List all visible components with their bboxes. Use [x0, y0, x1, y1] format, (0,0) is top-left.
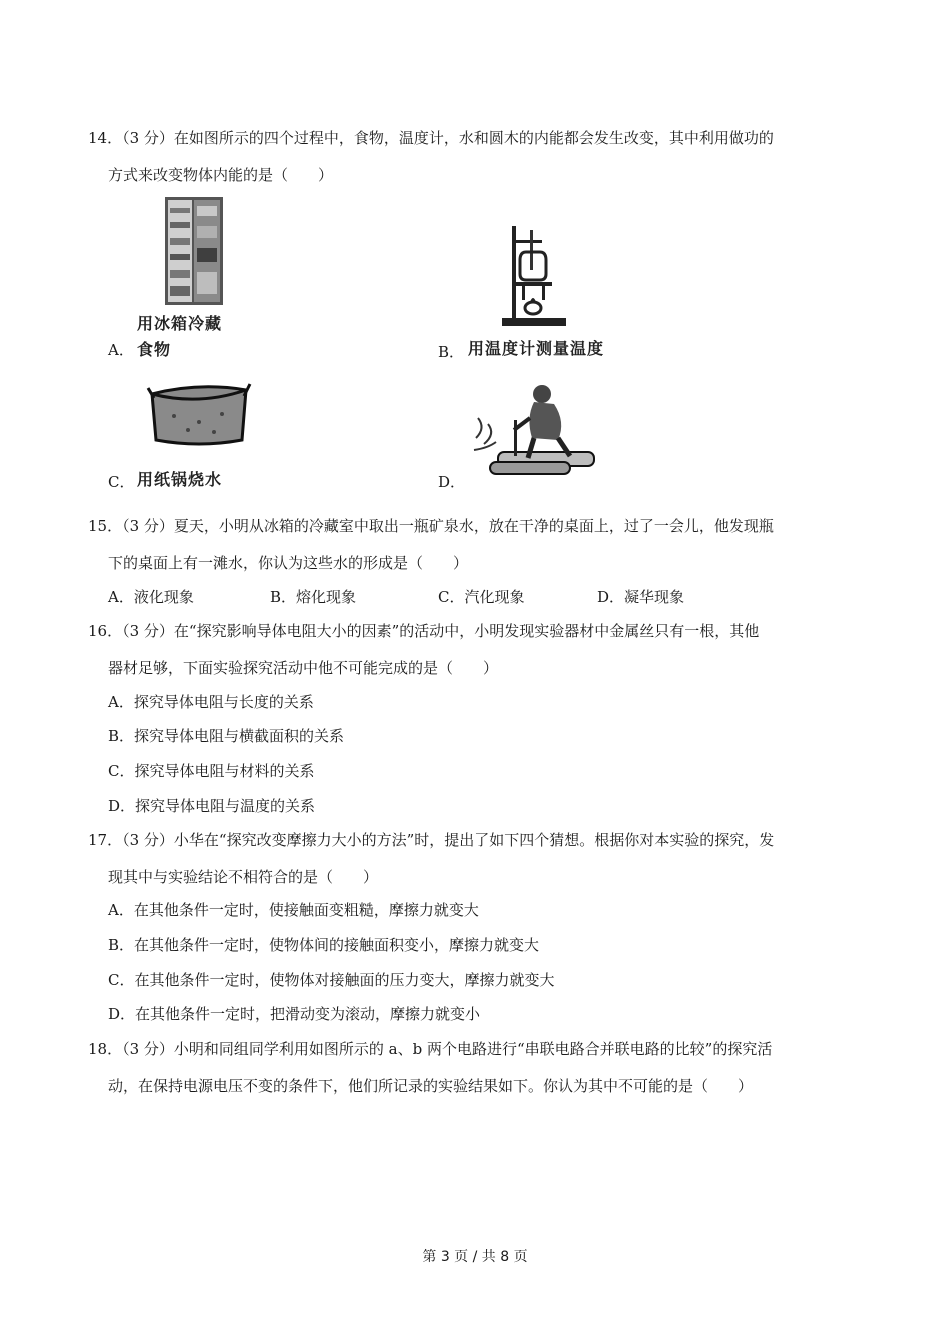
option-a-caption-line2: 食物	[137, 340, 172, 359]
q16-stem-line2: 器材足够，下面实验探究活动中他不可能完成的是（ ）	[108, 659, 499, 677]
q18-stem-line2: 动，在保持电源电压不变的条件下，他们所记录的实验结果如下。你认为其中不可能的是（ ）	[108, 1077, 754, 1095]
q17-option-c: C．在其他条件一定时，使物体对接触面的压力变大，摩擦力就变大	[108, 971, 555, 989]
page-footer: 第 3 页 / 共 8 页	[422, 1249, 528, 1265]
wood-drilling-image	[470, 378, 600, 480]
q16-option-b: B．探究导体电阻与横截面积的关系	[108, 727, 345, 745]
option-d-label: D．	[438, 473, 466, 491]
q17-option-b: B．在其他条件一定时，使物体间的接触面积变小，摩擦力就变大	[108, 936, 540, 954]
q15-option-b: B．熔化现象	[270, 588, 357, 606]
q16-option-d: D．探究导体电阻与温度的关系	[108, 797, 316, 815]
q15-option-a: A．液化现象	[108, 588, 194, 606]
q15-stem-line2: 下的桌面上有一滩水，你认为这些水的形成是（ ）	[108, 554, 469, 572]
q15-stem-line1: 15．（3 分）夏天，小明从冰箱的冷藏室中取出一瓶矿泉水，放在干净的桌面上，过了一会儿，他发现瓶	[88, 517, 774, 535]
q16-option-c: C．探究导体电阻与材料的关系	[108, 762, 315, 780]
q15-option-d: D．凝华现象	[597, 588, 685, 606]
q14-stem-line1: 14．（3 分）在如图所示的四个过程中，食物，温度计，水和圆木的内能都会发生改变，其中利用做功的	[88, 129, 774, 147]
option-b-caption: 用温度计测量温度	[468, 339, 605, 358]
paper-pot-image	[144, 380, 254, 450]
fridge-image	[164, 196, 224, 306]
q16-option-a: A．探究导体电阻与长度的关系	[108, 693, 314, 711]
option-c-label: C．	[108, 473, 135, 491]
option-a-label: A．	[108, 341, 134, 359]
option-a-caption-line1: 用冰箱冷藏	[137, 314, 223, 333]
q16-stem-line1: 16．（3 分）在“探究影响导体电阻大小的因素”的活动中，小明发现实验器材中金属丝只有一根，其他	[88, 622, 760, 640]
q14-stem-line2: 方式来改变物体内能的是（ ）	[108, 166, 334, 184]
q17-option-a: A．在其他条件一定时，使接触面变粗糙，摩擦力就变大	[108, 901, 479, 919]
q17-stem-line2: 现其中与实验结论不相符合的是（ ）	[108, 868, 379, 886]
q15-option-c: C．汽化现象	[438, 588, 525, 606]
option-c-caption: 用纸锅烧水	[137, 470, 223, 489]
thermometer-stand-image	[498, 222, 570, 330]
q17-stem-line1: 17．（3 分）小华在“探究改变摩擦力大小的方法”时，提出了如下四个猜想。根据你对本实验的探究，发	[88, 831, 775, 849]
q18-stem-line1: 18．（3 分）小明和同组同学利用如图所示的 a、b 两个电路进行“串联电路合并联电路的比较”的探究活	[88, 1040, 773, 1058]
q17-option-d: D．在其他条件一定时，把滑动变为滚动，摩擦力就变小	[108, 1005, 481, 1023]
option-b-label: B．	[438, 343, 465, 361]
